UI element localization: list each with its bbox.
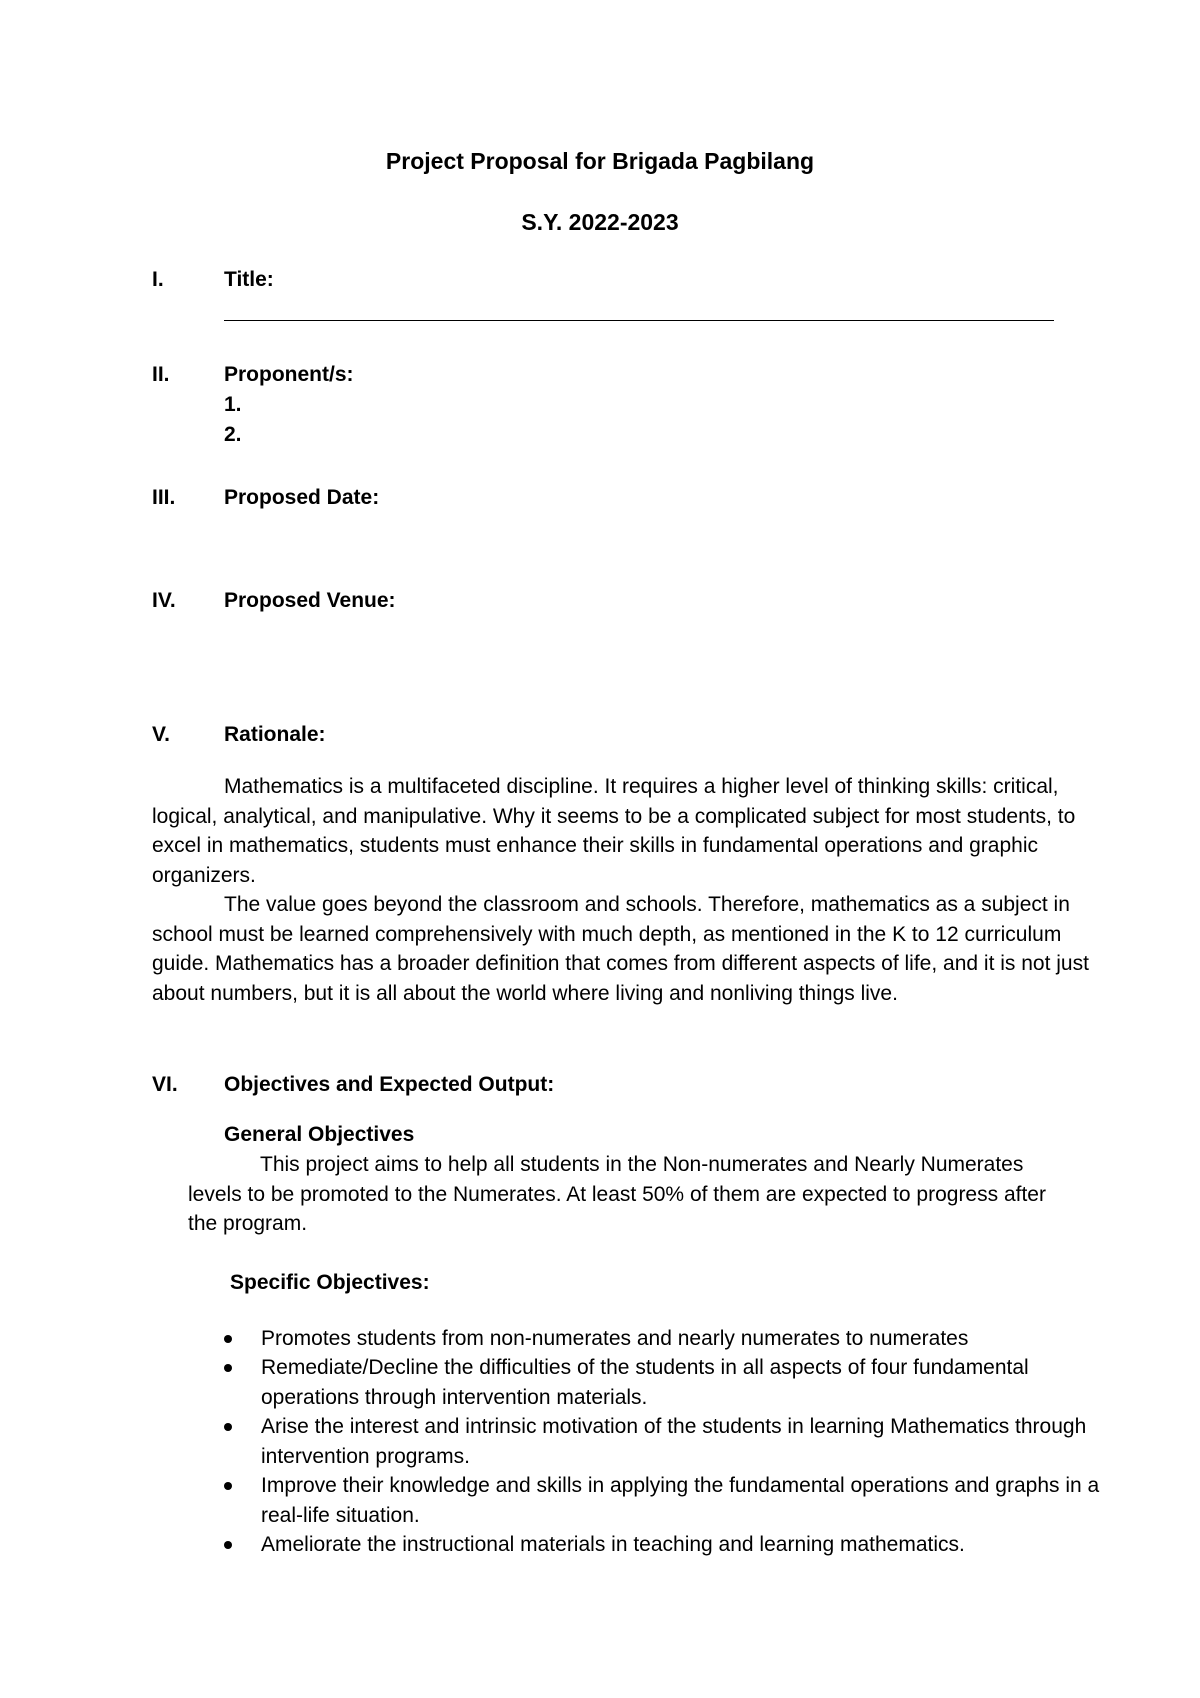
section-numeral-venue: IV.	[152, 589, 176, 612]
section-label-date: Proposed Date:	[224, 486, 380, 509]
section-label-title: Title:	[224, 268, 274, 291]
section-numeral-title: I.	[152, 268, 164, 291]
bullet-icon	[224, 1335, 232, 1343]
bullet-icon	[224, 1423, 232, 1431]
specific-objectives-heading: Specific Objectives:	[230, 1271, 430, 1294]
school-year: S.Y. 2022-2023	[521, 209, 679, 235]
section-label-objectives: Objectives and Expected Output:	[224, 1073, 555, 1096]
section-label-proponents: Proponent/s:	[224, 363, 354, 386]
general-objectives-heading: General Objectives	[224, 1123, 415, 1146]
proponent-item-1: 1.	[224, 393, 242, 416]
document-title: Project Proposal for Brigada Pagbilang	[385, 148, 815, 174]
specific-objective-1: Promotes students from non-numerates and nearly numerates to numerates	[261, 1327, 969, 1350]
bullet-icon	[224, 1364, 232, 1372]
general-objectives-text: This project aims to help all students in the Non-numerates and Nearly Numerates levels to be promoted to the Numerates. At least 50% of them are expected to progress after the program.	[188, 1153, 1046, 1235]
rationale-paragraph-1: Mathematics is a multifaceted discipline. It requires a higher level of thinking skills: critical, logical, analytical, and manipulative. Why it seems to be a complicated subject for most students, to excel in mathematics, students must enhance their skills in fundamental operations and graphic organizers.	[152, 775, 1076, 887]
specific-objective-4: Improve their knowledge and skills in applying the fundamental operations and graphs in a real-life situation.	[261, 1474, 1100, 1527]
section-numeral-rationale: V.	[152, 723, 170, 746]
specific-objective-5: Ameliorate the instructional materials in teaching and learning mathematics.	[261, 1533, 965, 1556]
title-blank-line	[224, 320, 1054, 321]
bullet-icon	[224, 1541, 232, 1549]
bullet-icon	[224, 1482, 232, 1490]
proponent-item-2: 2.	[224, 423, 242, 446]
section-numeral-objectives: VI.	[152, 1073, 178, 1096]
rationale-paragraph-2: The value goes beyond the classroom and schools. Therefore, mathematics as a subject in school must be learned comprehensively with much depth, as mentioned in the K to 12 curriculum guide. Mathematics has a broader definition that comes from different aspects of life, and it is not just about numbers, but it is all about the world where living and nonliving things live.	[152, 893, 1089, 1005]
section-numeral-date: III.	[152, 486, 176, 509]
specific-objective-2: Remediate/Decline the difficulties of the students in all aspects of four fundamental operations through intervention materials.	[261, 1356, 1029, 1409]
section-label-rationale: Rationale:	[224, 723, 326, 746]
section-label-venue: Proposed Venue:	[224, 589, 396, 612]
section-numeral-proponents: II.	[152, 363, 170, 386]
specific-objective-3: Arise the interest and intrinsic motivation of the students in learning Mathematics through intervention programs.	[261, 1415, 1087, 1468]
